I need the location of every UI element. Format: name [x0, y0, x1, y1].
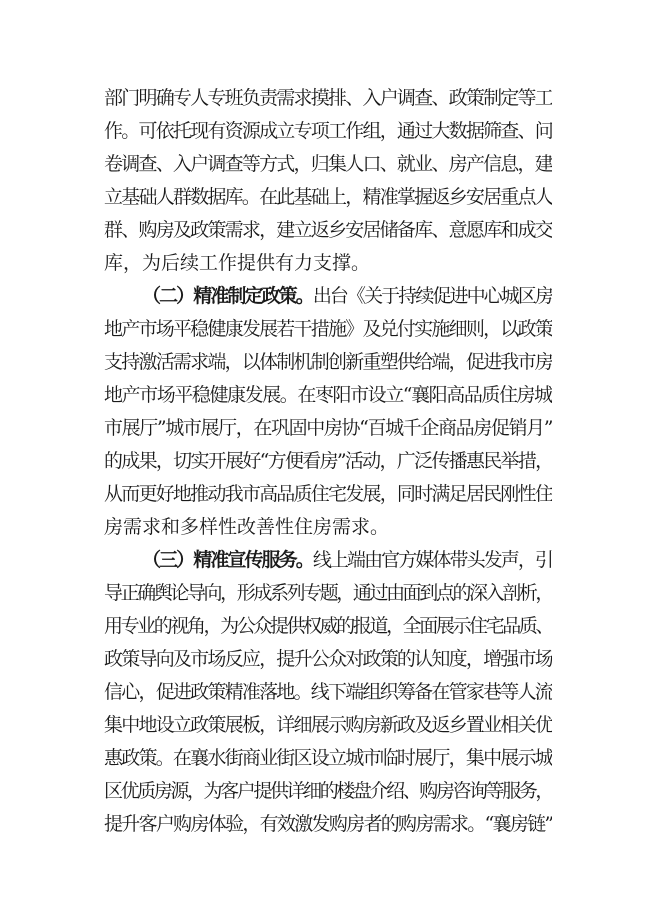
line-text: 区优质房源，为客户提供详细的楼盘介绍、购房咨询等服务，	[104, 780, 552, 802]
line-text: 用专业的视角，为公众提供权威的报道，全面展示住宅品质、	[104, 615, 552, 637]
line-text: 群、购房及政策需求，建立返乡安居储备库、意愿库和成交	[104, 219, 552, 241]
line-text: 地产市场平稳健康发展若干措施》及兑付实施细则，以政策	[104, 318, 552, 340]
line-text: 的成果，切实开展好“方便看房”活动，广泛传播惠民举措，	[104, 450, 552, 472]
line-text: 支持激活需求端，以体制机制创新重塑供给端，促进我市房	[104, 351, 552, 373]
line-text: 作。可依托现有资源成立专项工作组，通过大数据筛查、问	[104, 120, 552, 142]
text-line	[104, 775, 552, 807]
text-line	[104, 511, 552, 543]
text-line	[104, 313, 552, 345]
text-line	[104, 346, 552, 378]
text-line	[104, 709, 552, 741]
line-text: 出台《关于持续促进中心城区房	[312, 285, 552, 307]
text-line	[104, 82, 552, 114]
line-text: 集中地设立政策展板，详细展示购房新政及返乡置业相关优	[104, 714, 552, 736]
text-line	[104, 808, 552, 840]
text-line	[104, 115, 552, 147]
text-line	[104, 379, 552, 411]
text-line	[104, 412, 552, 444]
text-line	[104, 676, 552, 708]
section-heading-line	[142, 544, 552, 576]
line-text: 房需求和多样性改善性住房需求。	[104, 516, 390, 538]
line-text: 市展厅”城市展厅，在巩固中房协“百城千企商品房促销月”	[104, 417, 552, 439]
text-line	[104, 445, 552, 477]
line-text: 信心，促进政策精准落地。线下端组织筹备在管家巷等人流	[104, 681, 552, 703]
line-text: 导正确舆论导向，形成系列专题，通过由面到点的深入剖析，	[104, 582, 552, 604]
line-text: 地产市场平稳健康发展。在枣阳市设立“襄阳高品质住房城	[104, 384, 552, 406]
text-line	[104, 478, 552, 510]
line-text: 线上端由官方媒体带头发声，引	[312, 549, 552, 571]
text-line	[104, 148, 552, 180]
text-line	[104, 181, 552, 213]
text-line	[104, 742, 552, 774]
text-line	[104, 610, 552, 642]
text-line	[104, 643, 552, 675]
line-text: 库，为后续工作提供有力支撑。	[104, 252, 371, 274]
line-text: 立基础人群数据库。在此基础上，精准掌握返乡安居重点人	[104, 186, 552, 208]
line-text: 从而更好地推动我市高品质住宅发展，同时满足居民刚性住	[104, 483, 552, 505]
section-heading: （三）精准宣传服务。	[142, 549, 313, 571]
section-heading-line	[142, 280, 552, 312]
text-line	[104, 577, 552, 609]
line-text: 惠政策。在襄水街商业街区设立城市临时展厅，集中展示城	[104, 747, 552, 769]
line-text: 卷调查、入户调查等方式，归集人口、就业、房产信息，建	[104, 153, 552, 175]
line-text: 部门明确专人专班负责需求摸排、入户调查、政策制定等工	[104, 87, 552, 109]
line-text: 政策导向及市场反应，提升公众对政策的认知度，增强市场	[104, 648, 552, 670]
text-line	[104, 247, 552, 279]
text-line	[104, 214, 552, 246]
line-text: 提升客户购房体验，有效激发购房者的购房需求。“襄房链”	[104, 813, 552, 835]
section-heading: （二）精准制定政策。	[142, 285, 313, 307]
